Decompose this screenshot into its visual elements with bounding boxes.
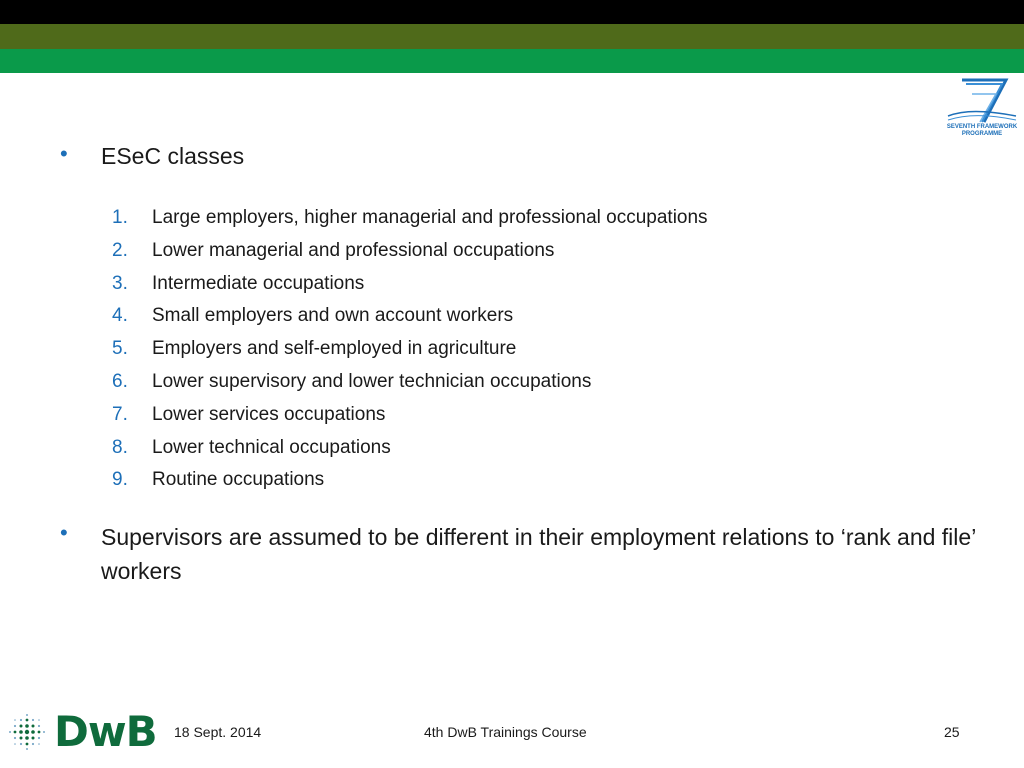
slide-footer [0,706,1024,760]
list-item-number: 1. [112,207,128,228]
list-item-number: 6. [112,370,128,392]
list-item-label: Intermediate occupations [152,272,365,294]
list-item-number: 4. [112,305,128,327]
list-item-label: Lower services occupations [152,403,386,425]
header-band-black [0,0,1024,24]
bullet-text: Supervisors are assumed to be different in their employment relations to ‘rank and file’ workers [101,524,976,584]
list-item-number: 2. [112,239,128,261]
list-item-number: 8. [112,436,128,458]
dwb-globe-icon [6,711,48,753]
header-band-green [0,49,1024,73]
fp7-logo-line2: PROGRAMME [961,131,1003,137]
header-band-olive [0,24,1024,49]
bullet-icon: • [60,141,68,166]
list-item-label: Routine occupations [152,469,325,491]
slide-number: 25 [944,724,960,740]
list-item-number: 9. [112,469,128,491]
list-item-number: 7. [112,403,128,425]
dwb-logo: DwB [54,707,157,756]
bullet-icon: • [60,520,68,545]
list-item-label: Lower technical occupations [152,436,391,458]
list-item-label: Large employers, higher managerial and professional occupations [152,207,708,228]
list-item-label: Lower managerial and professional occupations [152,239,555,261]
list-item-label: Small employers and own account workers [152,305,514,327]
list-item-number: 5. [112,338,128,360]
list-item-label: Employers and self-employed in agriculture [152,338,517,360]
bullet-text: ESeC classes [101,143,245,169]
list-item-number: 3. [112,272,128,294]
list-item-label: Lower supervisory and lower technician occupations [152,370,592,392]
footer-course-title: 4th DwB Trainings Course [424,724,587,740]
footer-date: 18 Sept. 2014 [174,724,262,740]
fp7-logo-line1: SEVENTH FRAMEWORK [946,124,1018,130]
